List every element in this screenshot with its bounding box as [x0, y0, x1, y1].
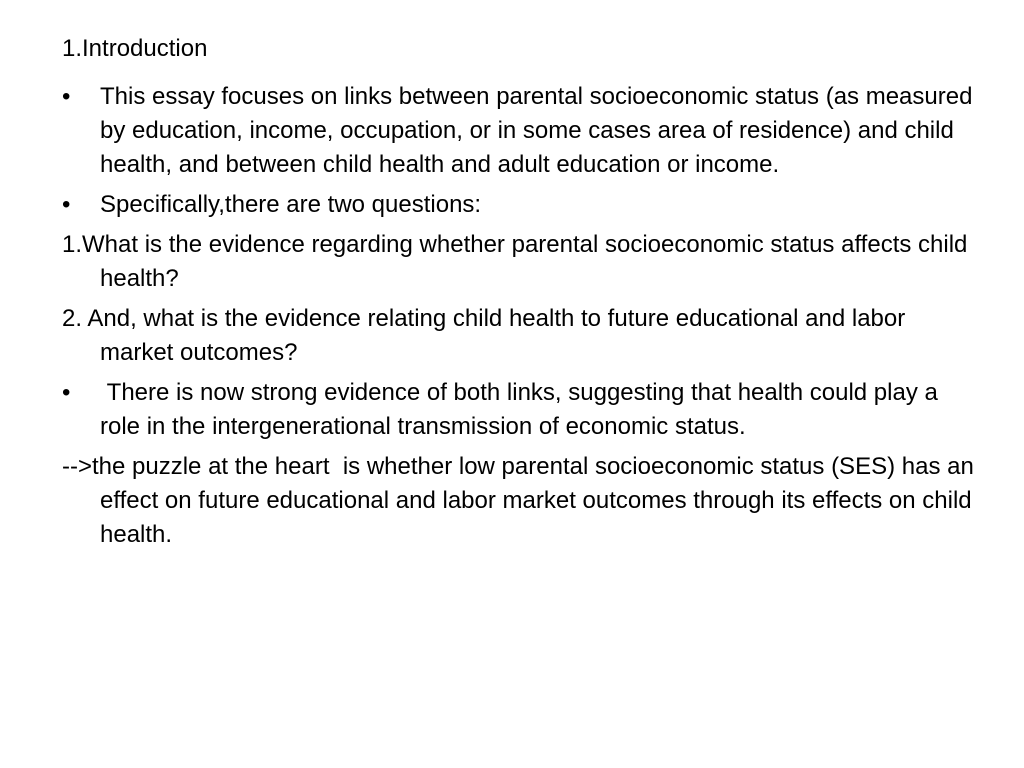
- paragraph-text: -->the puzzle at the heart is whether low parental socioeconomic status (SES) has an effect on future educational and labor market outcomes through its effects on child health.: [62, 453, 981, 548]
- paragraph-puzzle: [62, 450, 984, 552]
- paragraph-question-two: [62, 302, 984, 370]
- paragraph-text: 2. And, what is the evidence relating child health to future educational and labor market outcomes?: [62, 305, 906, 366]
- paragraph-text: This essay focuses on links between parental socioeconomic status (as measured by education, income, occupation, or in some cases area of residence) and child health, and between child health and adult education or income.: [100, 83, 973, 178]
- paragraph-two-questions: [62, 188, 984, 222]
- paragraph-text: Specifically,there are two questions:: [100, 191, 482, 218]
- bullet-marker: •: [62, 191, 71, 218]
- paragraph-text: There is now strong evidence of both links, suggesting that health could play a role in the intergenerational transmission of economic status.: [100, 379, 945, 440]
- paragraph-question-one: [62, 228, 984, 296]
- paragraph-text: 1.What is the evidence regarding whether parental socioeconomic status affects child health?: [62, 231, 968, 292]
- paragraph-links-focus: [62, 80, 984, 182]
- bullet-marker: •: [62, 83, 71, 110]
- slide-body: [62, 80, 984, 552]
- paragraph-strong-evidence: [62, 376, 984, 444]
- bullet-marker: •: [62, 379, 71, 406]
- slide-title: 1.Introduction: [62, 35, 208, 62]
